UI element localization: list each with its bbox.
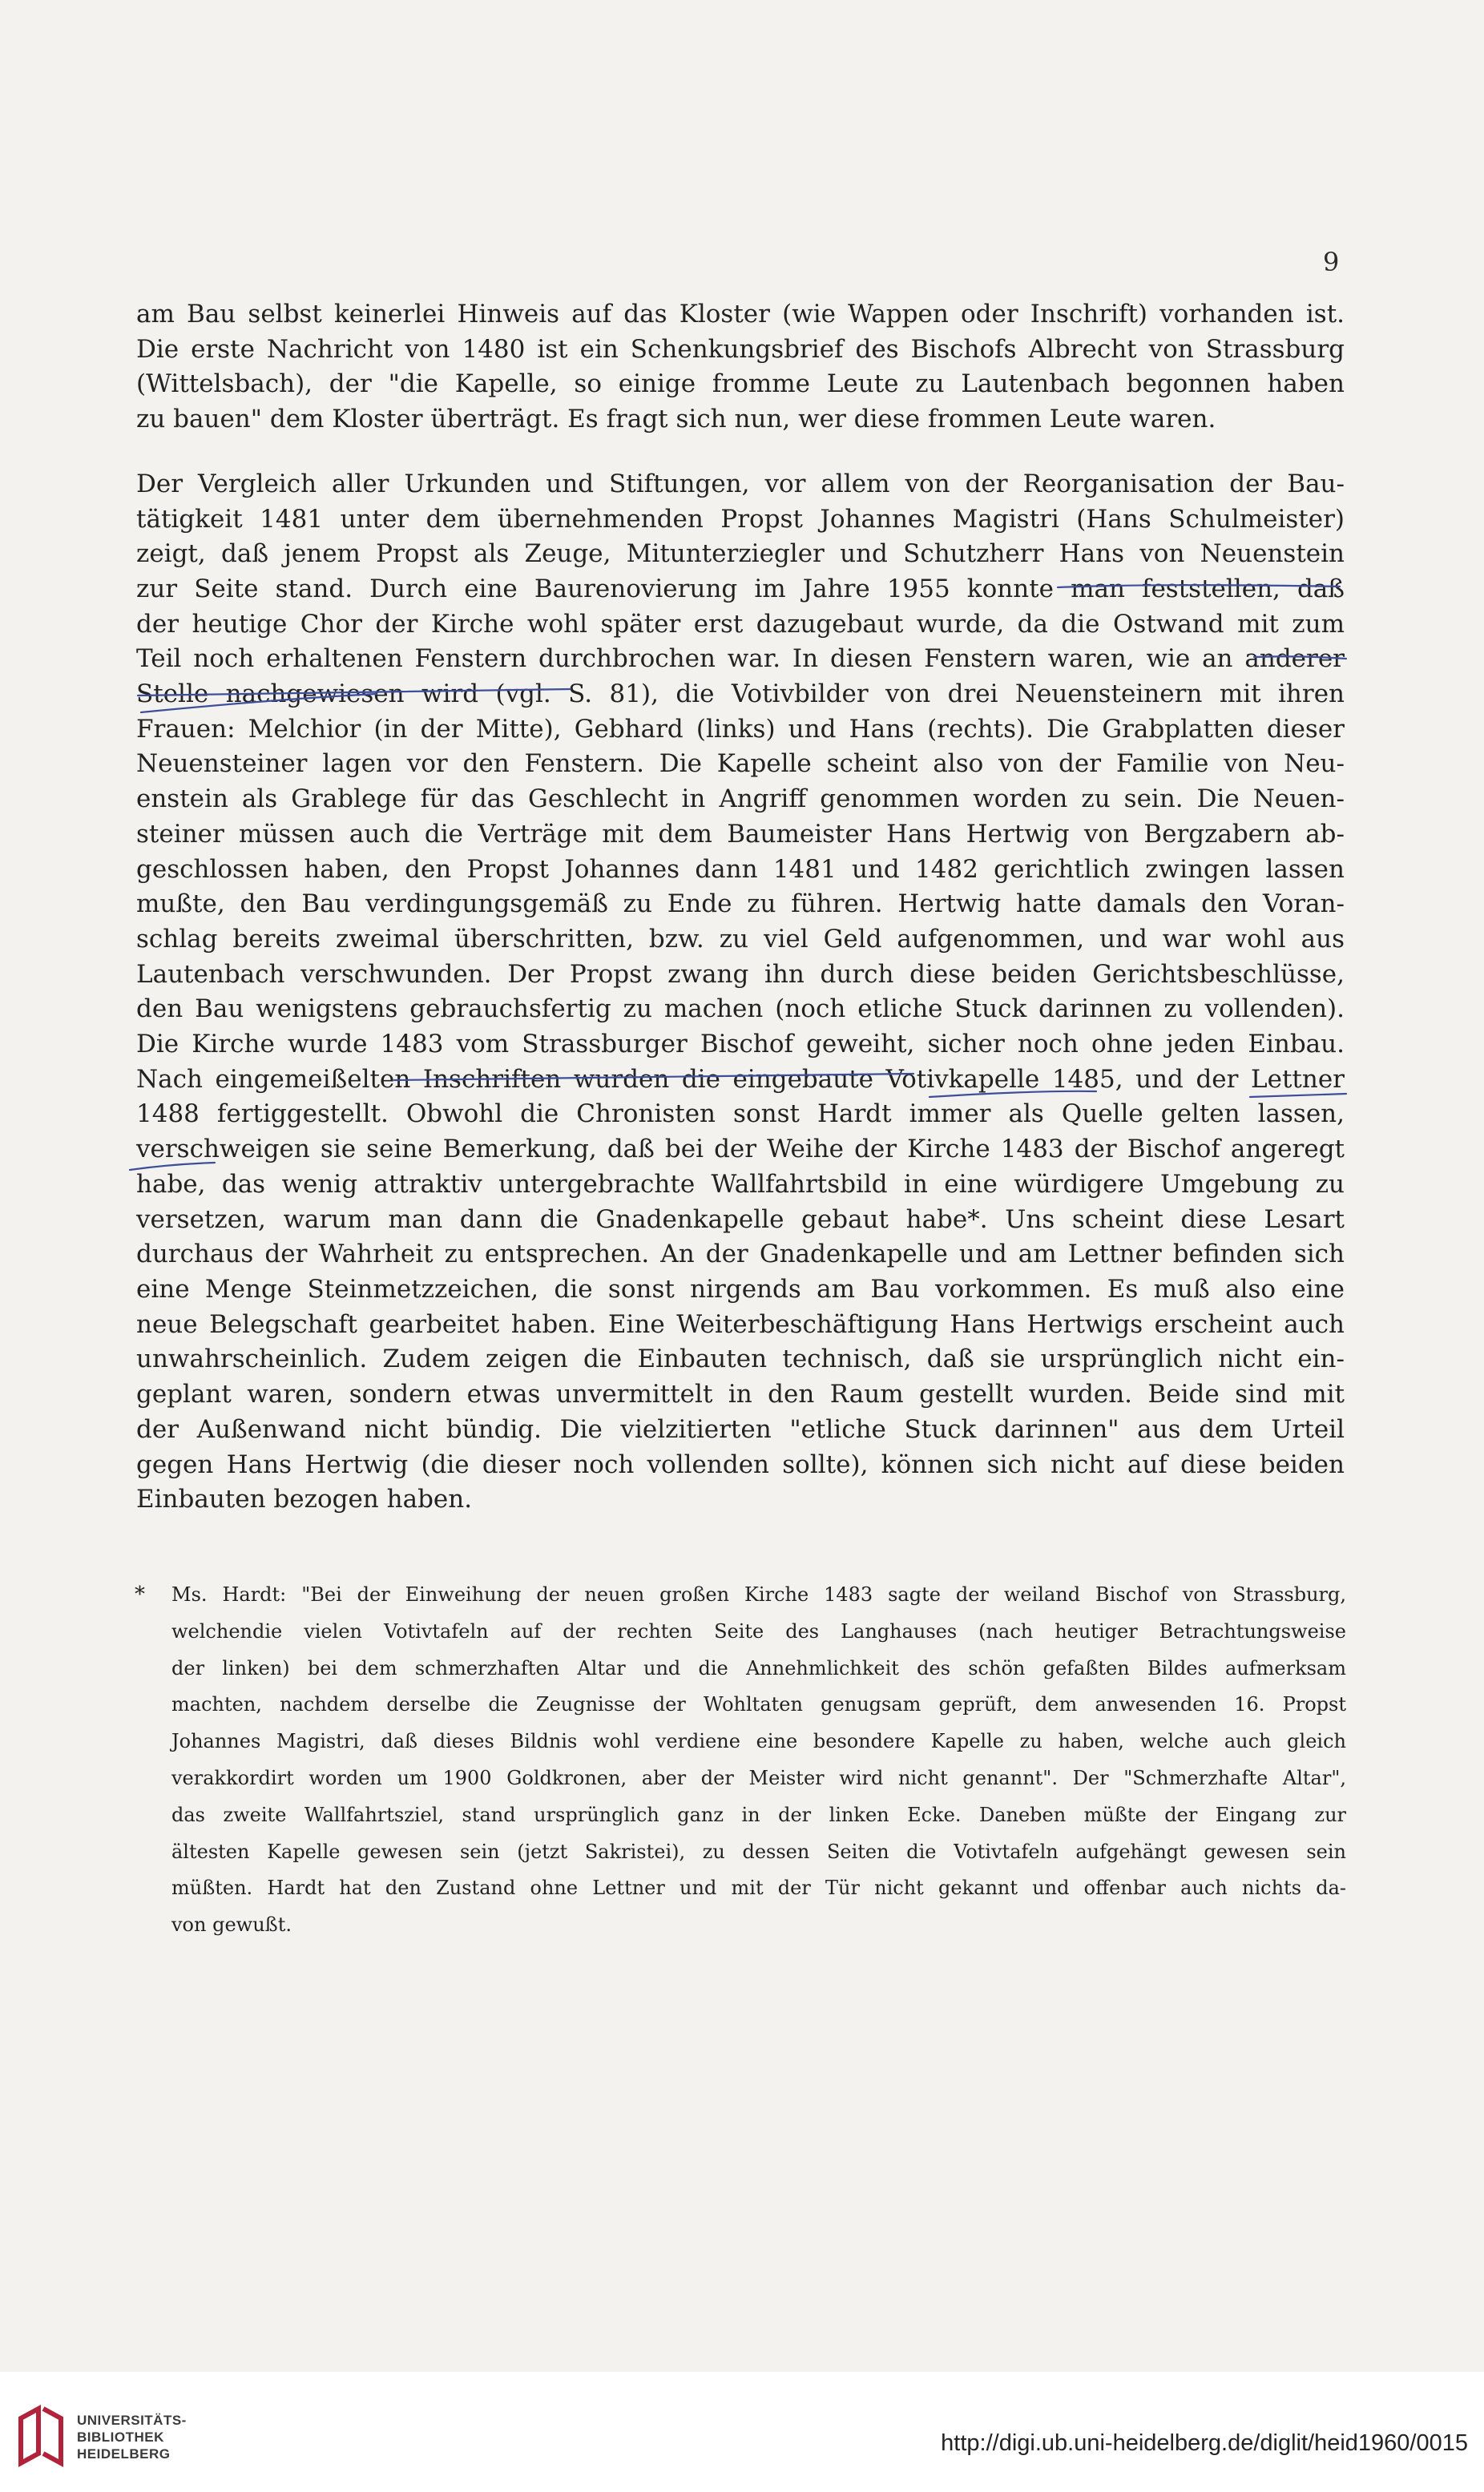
- underline-mark: [141, 694, 377, 712]
- text-line: habe, das wenig attraktiv untergebrachte Wallfahrtsbild in eine würdigere Umgebung zu: [136, 1169, 1345, 1199]
- underline-mark: [1254, 656, 1346, 659]
- text-line: den Bau wenigstens gebrauchsfertig zu machen (noch etliche Stuck darinnen zu vollenden).: [136, 994, 1345, 1024]
- underline-mark: [394, 1074, 913, 1080]
- text-line: zur Seite stand. Durch eine Baurenovierung im Jahre 1955 konnte man feststellen, daß: [136, 574, 1345, 603]
- text-line: Lautenbach verschwunden. Der Propst zwang ihn durch diese beiden Gerichtsbeschlüsse,: [136, 959, 1345, 989]
- text-line: mußte, den Bau verdingungsgemäß zu Ende zu führen. Hertwig hatte damals den Voran-: [136, 889, 1345, 919]
- text-line: unwahrscheinlich. Zudem zeigen die Einbauten technisch, daß sie ursprünglich nicht ein-: [136, 1345, 1345, 1374]
- text-line: (Wittelsbach), der "die Kapelle, so einige fromme Leute zu Lautenbach begonnen haben: [136, 369, 1345, 399]
- text-line: zeigt, daß jenem Propst als Zeuge, Mitunterziegler und Schutzherr Hans von Neuenstein: [136, 539, 1345, 569]
- text-line: der Außenwand nicht bündig. Die vielzitierten "etliche Stuck darinnen" aus dem Urteil: [136, 1414, 1345, 1444]
- underline-mark: [930, 1091, 1096, 1097]
- library-name-line: HEIDELBERG: [77, 2446, 171, 2462]
- footnote-line: machten, nachdem derselbe die Zeugnisse der Wohltaten genugsam geprüft, dem anwesenden 16. Propst: [171, 1693, 1346, 1716]
- text-line: Frauen: Melchior (in der Mitte), Gebhard (links) und Hans (rechts). Die Grabplatten dieser: [136, 714, 1345, 744]
- footnote-line: müßten. Hardt hat den Zustand ohne Lettner und mit der Tür nicht gekannt und offenbar auch nichts da-: [171, 1877, 1346, 1900]
- footnote: [135, 1577, 1346, 1944]
- text-line: geplant waren, sondern etwas unvermittelt in den Raum gestellt wurden. Beide sind mit: [136, 1380, 1345, 1409]
- footnote-line: von gewußt.: [171, 1913, 292, 1937]
- footnote-line: welchendie vielen Votivtafeln auf der rechten Seite des Langhauses (nach heutiger Betrachtungsweise: [171, 1619, 1346, 1643]
- text-line: versetzen, warum man dann die Gnadenkapelle gebaut habe*. Uns scheint diese Lesart: [136, 1204, 1345, 1234]
- footnote-line: der linken) bei dem schmerzhaften Altar und die Annehmlichkeit des schön gefaßten Bildes aufmerksam: [171, 1656, 1346, 1679]
- library-name-line: UNIVERSITÄTS-: [77, 2413, 187, 2428]
- text-line: Nach eingemeißelten Inschriften wurden die eingebaute Votivkapelle 1485, und der Lettner: [136, 1064, 1345, 1094]
- text-line: 1488 fertiggestellt. Obwohl die Chronisten sonst Hardt immer als Quelle gelten lassen,: [136, 1099, 1345, 1129]
- text-line: steiner müssen auch die Verträge mit dem Baumeister Hans Hertwig von Bergzabern ab-: [136, 819, 1345, 849]
- text-line: Die Kirche wurde 1483 vom Strassburger Bischof geweiht, sicher noch ohne jeden Einbau.: [136, 1030, 1345, 1059]
- footnote-line: das zweite Wallfahrtsziel, stand ursprünglich ganz in der linken Ecke. Daneben müßte der Eingang zur: [171, 1803, 1346, 1826]
- text-line: Die erste Nachricht von 1480 ist ein Schenkungsbrief des Bischofs Albrecht von Strassburg: [136, 334, 1345, 364]
- text-line: geschlossen haben, den Propst Johannes dann 1481 und 1482 gerichtlich zwingen lassen: [136, 854, 1345, 884]
- underline-mark: [1058, 585, 1340, 587]
- university-library-logo-icon: [14, 2404, 67, 2468]
- text-line: Neuensteiner lagen vor den Fenstern. Die Kapelle scheint also von der Familie von Neu-: [136, 749, 1345, 779]
- text-line: am Bau selbst keinerlei Hinweis auf das Kloster (wie Wappen oder Inschrift) vorhanden ist.: [136, 300, 1345, 329]
- text-line: Einbauten bezogen haben.: [136, 1485, 473, 1514]
- text-line: zu bauen" dem Kloster überträgt. Es fragt sich nun, wer diese frommen Leute waren.: [136, 405, 1216, 434]
- library-name: [77, 2412, 187, 2462]
- text-line: Teil noch erhaltenen Fenstern durchbrochen war. In diesen Fenstern waren, wie an anderer: [136, 644, 1345, 674]
- footnote-line: verakkordirt worden um 1900 Goldkronen, aber der Meister wird nicht genannt". Der "Schmerzhafte Altar",: [171, 1766, 1346, 1789]
- footnote-marker: *: [135, 1583, 145, 1607]
- footnote-line: Ms. Hardt: "Bei der Einweihung der neuen großen Kirche 1483 sagte der weiland Bischof von Strassburg,: [171, 1583, 1346, 1606]
- underline-mark: [1250, 1094, 1346, 1097]
- page-number: 9: [1323, 247, 1340, 277]
- text-line: der heutige Chor der Kirche wohl später erst dazugebaut wurde, da die Ostwand mit zum: [136, 609, 1345, 639]
- footnote-line: ältesten Kapelle gewesen sein (jetzt Sakristei), zu dessen Seiten die Votivtafeln aufgehängt gewesen sein: [171, 1840, 1346, 1863]
- footnote-line: Johannes Magistri, daß dieses Bildnis wohl verdiene eine besondere Kapelle zu haben, welche auch gleich: [171, 1730, 1346, 1753]
- source-url[interactable]: http://digi.ub.uni-heidelberg.de/diglit/heid1960/0015: [941, 2430, 1468, 2456]
- text-line: neue Belegschaft gearbeitet haben. Eine Weiterbeschäftigung Hans Hertwigs erscheint auch: [136, 1309, 1345, 1339]
- underline-mark: [130, 1163, 215, 1170]
- text-line: durchaus der Wahrheit zu entsprechen. An der Gnadenkapelle und am Lettner befinden sich: [136, 1240, 1345, 1269]
- text-line: tätigkeit 1481 unter dem übernehmenden Propst Johannes Magistri (Hans Schulmeister): [136, 504, 1345, 534]
- text-line: eine Menge Steinmetzzeichen, die sonst nirgends am Bau vorkommen. Es muß also eine: [136, 1274, 1345, 1304]
- text-line: enstein als Grablege für das Geschlecht in Angriff genommen worden zu sein. Die Neuen-: [136, 784, 1345, 814]
- library-name-line: BIBLIOTHEK: [77, 2429, 164, 2445]
- text-line: schlag bereits zweimal überschritten, bzw. zu viel Geld aufgenommen, und war wohl aus: [136, 924, 1345, 954]
- text-line: Stelle nachgewiesen wird (vgl. S. 81), die Votivbilder von drei Neuensteinern mit ihren: [136, 679, 1345, 709]
- text-line: verschweigen sie seine Bemerkung, daß bei der Weihe der Kirche 1483 der Bischof angeregt: [136, 1135, 1345, 1164]
- text-line: Der Vergleich aller Urkunden und Stiftungen, vor allem von der Reorganisation der Bau-: [136, 469, 1345, 498]
- text-line: gegen Hans Hertwig (die dieser noch vollenden sollte), können sich nicht auf diese beiden: [136, 1450, 1345, 1479]
